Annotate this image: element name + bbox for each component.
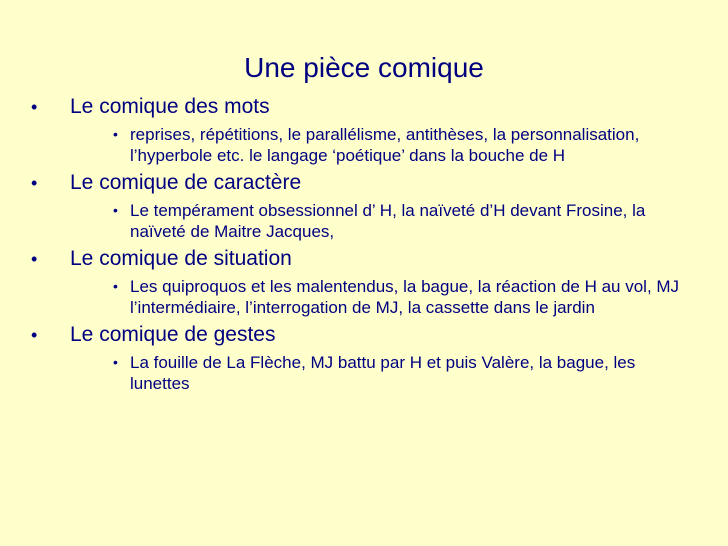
list-item xyxy=(28,170,688,242)
item-heading: Le comique de caractère xyxy=(70,171,302,194)
item-heading-row xyxy=(28,246,688,272)
sub-item-row xyxy=(28,200,688,242)
sub-bullet-icon: • xyxy=(113,202,118,218)
sub-bullet-icon: • xyxy=(113,278,118,294)
sub-item-row xyxy=(28,124,688,166)
item-heading: Le comique des mots xyxy=(70,95,270,118)
item-heading-row xyxy=(28,170,688,196)
sub-item-text: reprises, répétitions, le parallélisme, antithèses, la personnalisation, l’hyperbole etc. le langage ‘poétique’ dans la bouche de H xyxy=(130,125,640,165)
item-heading-row xyxy=(28,322,688,348)
bullet-icon: • xyxy=(31,325,38,345)
sub-item-row xyxy=(28,352,688,394)
sub-bullet-icon: • xyxy=(113,126,118,142)
list-item xyxy=(28,246,688,318)
sub-item-row xyxy=(28,276,688,318)
sub-bullet-icon: • xyxy=(113,354,118,370)
bullet-icon: • xyxy=(31,249,38,269)
item-heading-row xyxy=(28,94,688,120)
sub-item-text: Le tempérament obsessionnel d’ H, la naïveté d’H devant Frosine, la naïveté de Maitre Jacques, xyxy=(130,201,646,241)
sub-item-text: La fouille de La Flèche, MJ battu par H et puis Valère, la bague, les lunettes xyxy=(130,353,636,393)
item-heading: Le comique de gestes xyxy=(70,323,276,346)
bullet-icon: • xyxy=(31,97,38,117)
slide-title: Une pièce comique xyxy=(244,52,484,83)
bullet-icon: • xyxy=(31,173,38,193)
list-item xyxy=(28,322,688,394)
slide-content xyxy=(28,90,688,397)
list-item xyxy=(28,94,688,166)
sub-item-text: Les quiproquos et les malentendus, la bague, la réaction de H au vol, MJ l’intermédiaire, l’interrogation de MJ, la cassette dans le jardin xyxy=(130,277,680,317)
item-heading: Le comique de situation xyxy=(70,247,292,270)
